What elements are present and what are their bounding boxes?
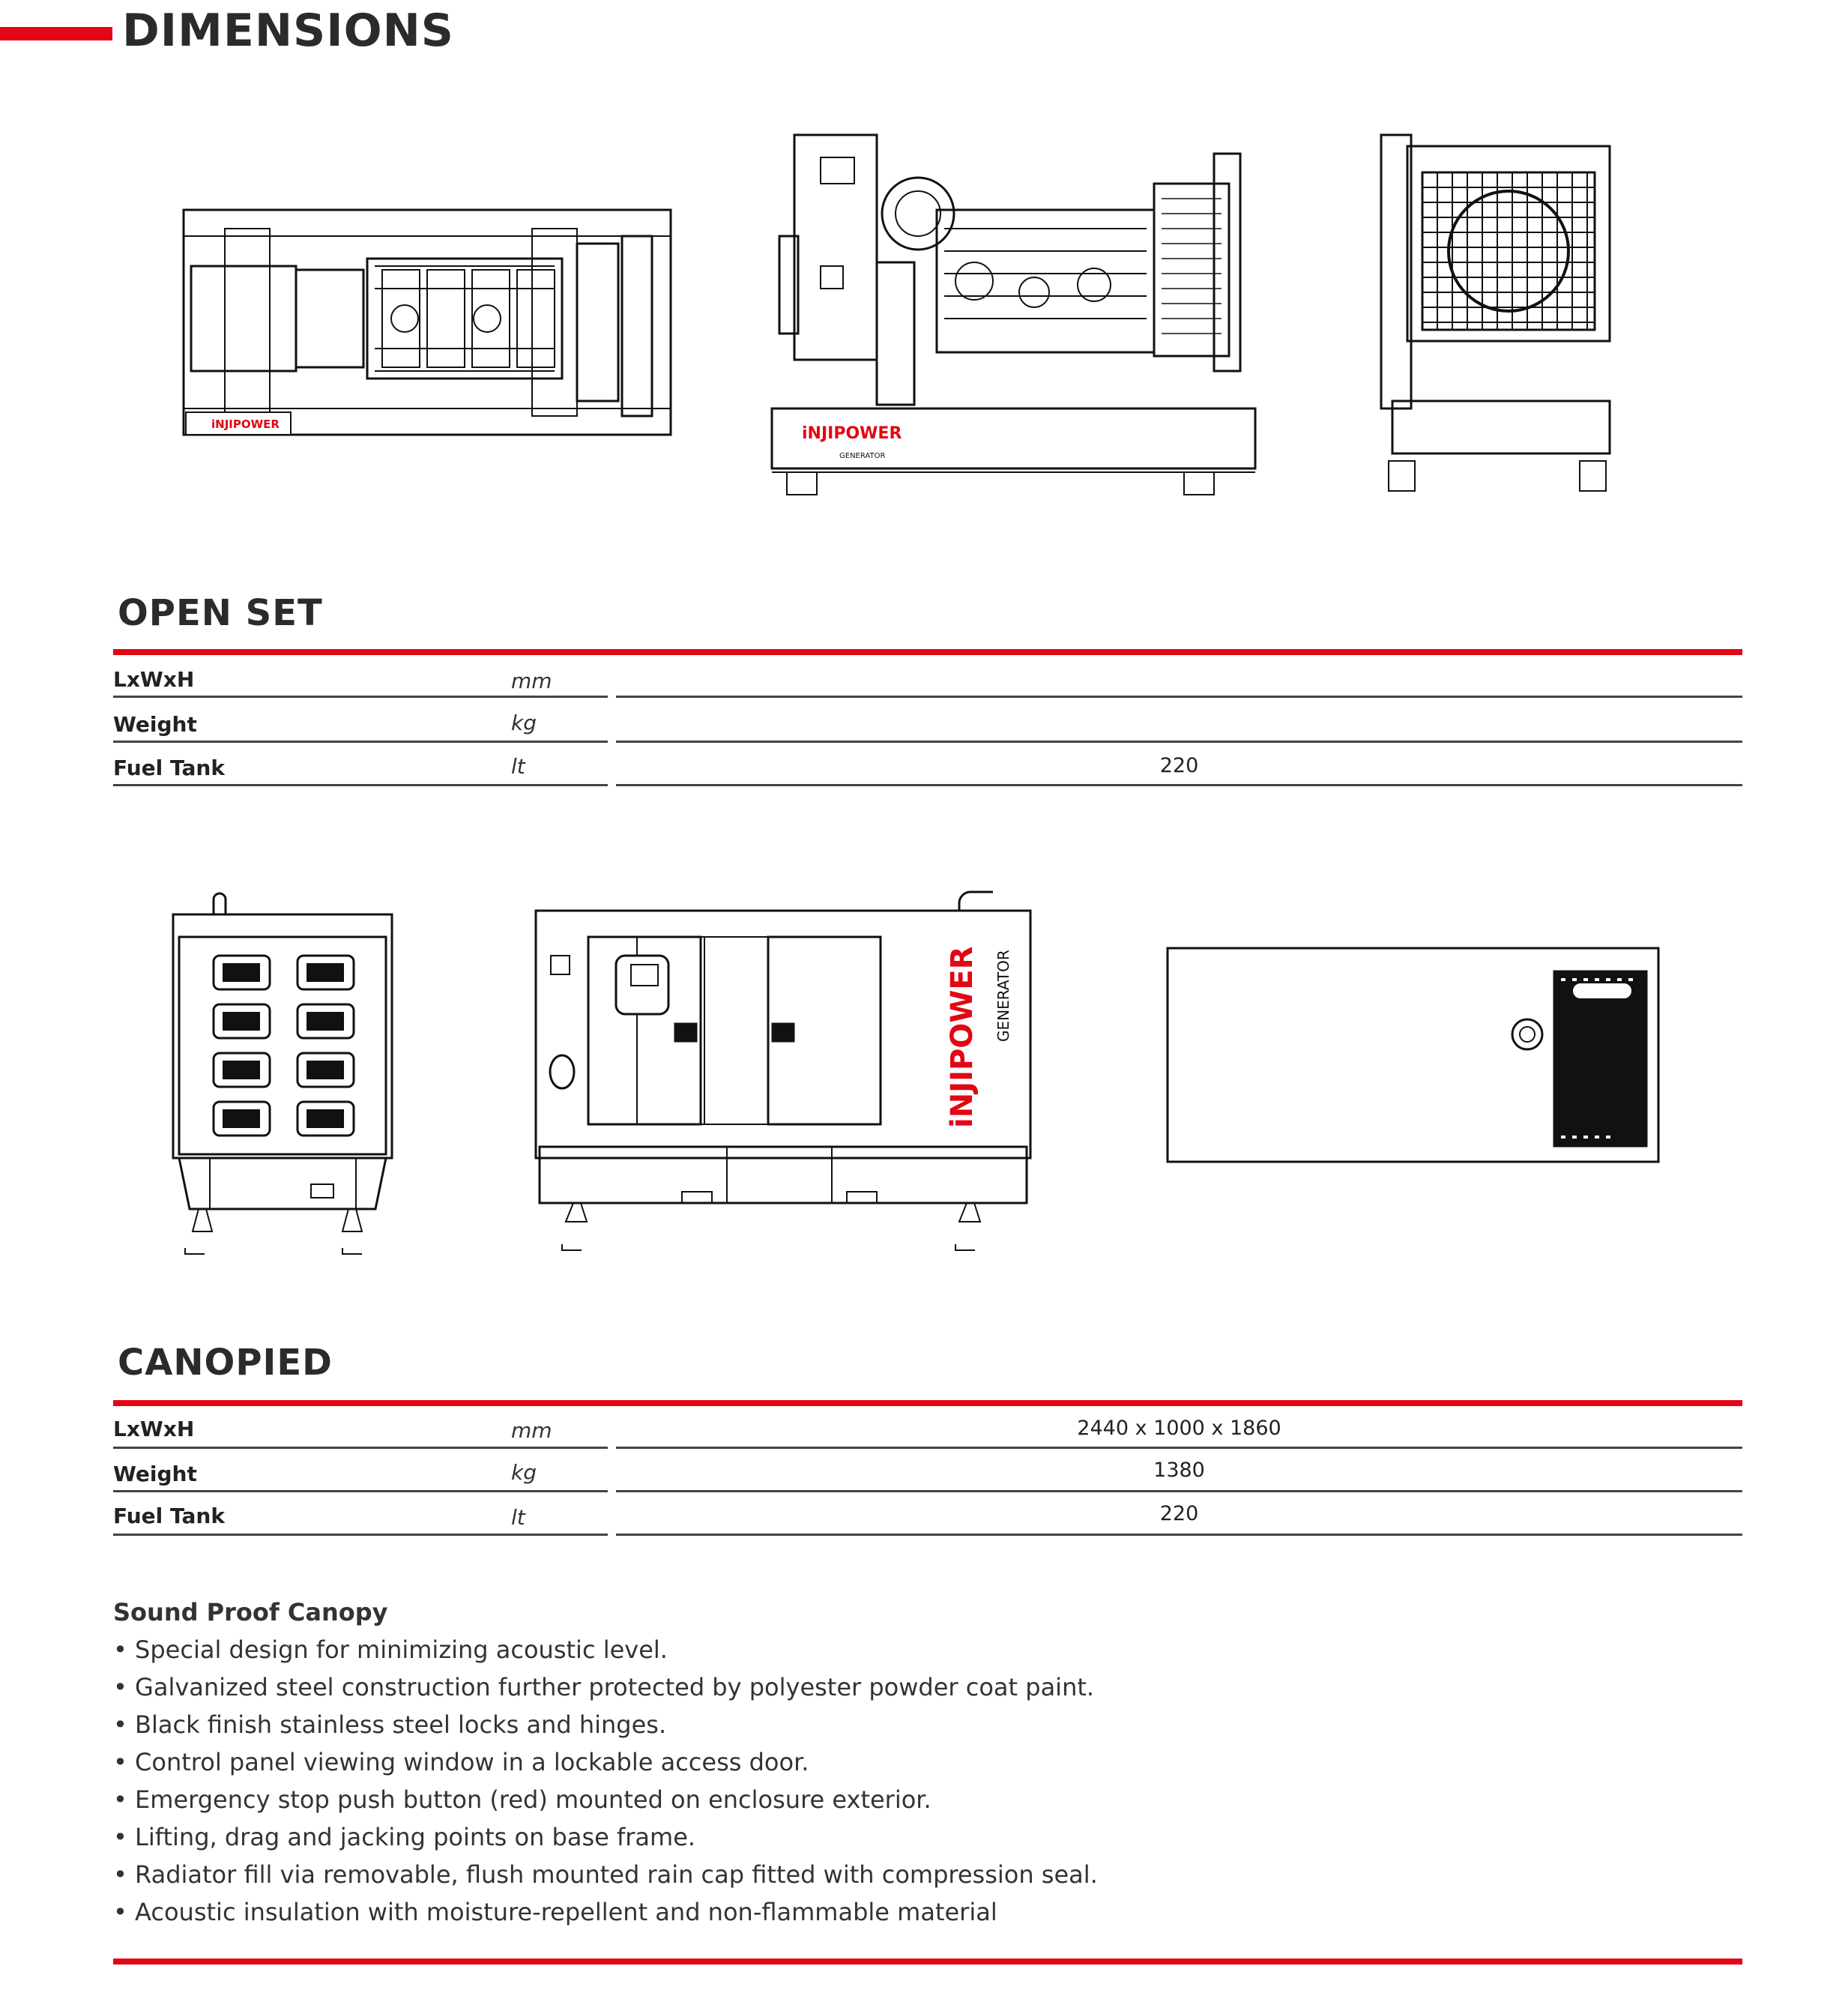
open-set-end-view-drawing xyxy=(1377,131,1625,498)
canopied-label-fuel-tank: Fuel Tank xyxy=(113,1504,225,1528)
feature-item: • Galvanized steel construction further protected by polyester powder coat paint. xyxy=(113,1673,1095,1701)
row-separator xyxy=(113,696,608,698)
open-set-top-view-drawing xyxy=(180,199,674,446)
open-set-value-fuel-tank: 220 xyxy=(1159,754,1199,777)
canopied-title: CANOPIED xyxy=(118,1342,333,1384)
canopied-value-weight: 1380 xyxy=(1153,1459,1205,1482)
open-set-unit-weight: kg xyxy=(511,711,537,735)
svg-text:iNJIPOWER: iNJIPOWER xyxy=(945,946,979,1128)
canopied-unit-dimensions: mm xyxy=(511,1418,552,1443)
row-separator xyxy=(616,696,1742,698)
header-accent-bar xyxy=(0,27,112,40)
open-set-unit-fuel-tank: lt xyxy=(511,754,525,779)
canopied-top-view-drawing xyxy=(1164,941,1666,1173)
canopied-end-view-drawing xyxy=(169,881,397,1259)
canopied-side-view-drawing xyxy=(532,881,1042,1259)
canopied-unit-weight: kg xyxy=(511,1460,537,1485)
page-title: DIMENSIONS xyxy=(122,4,455,57)
open-set-label-dimensions: LxWxH xyxy=(113,667,195,692)
footer-red-rule xyxy=(113,1959,1742,1965)
row-separator xyxy=(113,1534,608,1536)
row-separator xyxy=(616,741,1742,743)
canopied-value-dimensions: 2440 x 1000 x 1860 xyxy=(1077,1417,1281,1440)
brand-logo: iNJIPOWER xyxy=(211,417,280,431)
row-separator xyxy=(616,1534,1742,1536)
feature-item: • Lifting, drag and jacking points on base frame. xyxy=(113,1823,696,1851)
feature-item: • Special design for minimizing acoustic level. xyxy=(113,1635,668,1664)
feature-item: • Acoustic insulation with moisture-repellent and non-flammable material xyxy=(113,1898,997,1926)
canopied-label-weight: Weight xyxy=(113,1462,197,1486)
row-separator xyxy=(113,1447,608,1449)
open-set-red-rule xyxy=(113,649,1742,655)
open-set-side-view-drawing xyxy=(764,131,1263,498)
open-set-title: OPEN SET xyxy=(118,592,323,634)
canopied-label-dimensions: LxWxH xyxy=(113,1417,195,1441)
row-separator xyxy=(616,784,1742,786)
svg-text:GENERATOR: GENERATOR xyxy=(839,452,886,460)
row-separator xyxy=(113,784,608,786)
feature-item: • Control panel viewing window in a lockable access door. xyxy=(113,1748,809,1776)
canopied-red-rule xyxy=(113,1400,1742,1406)
row-separator xyxy=(113,1490,608,1492)
open-set-label-weight: Weight xyxy=(113,712,197,737)
open-set-label-fuel-tank: Fuel Tank xyxy=(113,756,225,780)
canopied-value-fuel-tank: 220 xyxy=(1159,1502,1199,1525)
row-separator xyxy=(616,1490,1742,1492)
feature-item: • Black finish stainless steel locks and hinges. xyxy=(113,1710,667,1739)
row-separator xyxy=(616,1447,1742,1449)
open-set-unit-dimensions: mm xyxy=(511,669,552,693)
canopied-unit-fuel-tank: lt xyxy=(511,1505,525,1530)
feature-item: • Emergency stop push button (red) mounted on enclosure exterior. xyxy=(113,1785,931,1814)
features-title: Sound Proof Canopy xyxy=(113,1598,388,1626)
svg-text:GENERATOR: GENERATOR xyxy=(994,950,1012,1042)
row-separator xyxy=(113,741,608,743)
svg-text:iNJIPOWER: iNJIPOWER xyxy=(802,424,902,443)
feature-item: • Radiator fill via removable, flush mounted rain cap fitted with compression seal. xyxy=(113,1860,1098,1889)
